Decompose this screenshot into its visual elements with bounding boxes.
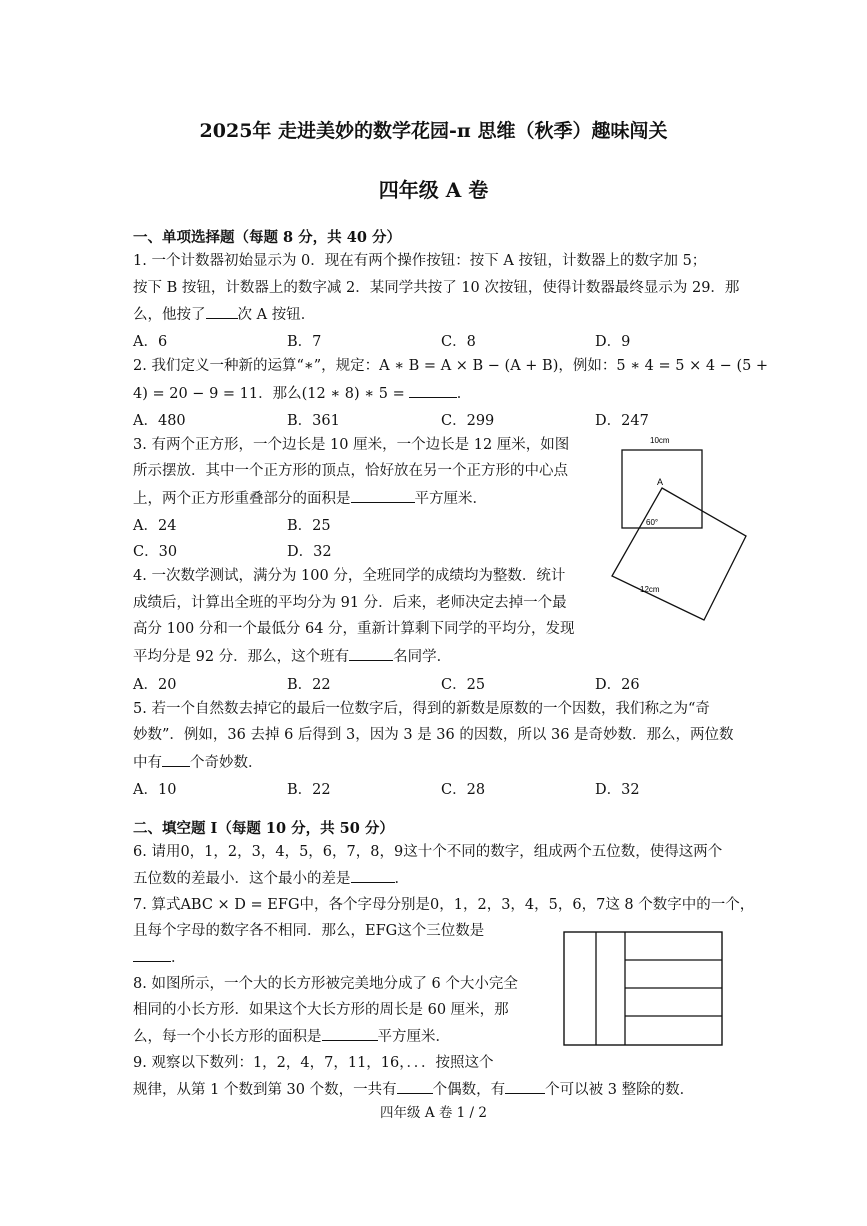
q1-option-a[interactable]: A．6: [133, 334, 168, 350]
q3-answer-blank[interactable]: [351, 488, 415, 503]
q9-line2-text-a: 规律，从第 1 个数到第 30 个数，一共有: [133, 1082, 397, 1098]
q2-line2-text-end: ．: [456, 386, 472, 402]
label-small-side: 10cm: [650, 436, 670, 445]
q7-line3-text: ．: [171, 950, 186, 966]
q8-answer-blank[interactable]: [322, 1026, 378, 1041]
q3-option-a[interactable]: A．24: [133, 518, 177, 534]
q1-line3-text-end: 次 A 按钮．: [237, 307, 316, 323]
q2-option-d[interactable]: D．247: [595, 413, 649, 429]
q6-answer-blank[interactable]: [351, 868, 395, 883]
q6-line1: 6. 请用0，1，2，3，4，5，6，7，8，9这十个不同的数字，组成两个五位数，使得这两个: [133, 844, 723, 860]
q2-option-b[interactable]: B．361: [287, 413, 340, 429]
q9-line2-text-c: 个可以被 3 整除的数．: [545, 1082, 695, 1098]
q3-line3-text-end: 平方厘米．: [414, 491, 487, 507]
q3-squares-figure: [600, 430, 770, 630]
label-point-a: A: [657, 477, 664, 487]
q8-rectangle-figure: [562, 930, 726, 1050]
q1-line2: 按下 B 按钮，计数器上的数字减 2．某同学共按了 10 次按钮，使得计数器最终显示为 29．那: [133, 280, 740, 296]
q3-option-b[interactable]: B．25: [287, 518, 331, 534]
q1-line3-text: 么，他按了: [133, 307, 206, 323]
big-square: [612, 488, 746, 620]
q8-line3-text: 么，每一个小长方形的面积是: [133, 1029, 322, 1045]
q9-answer-blank-2[interactable]: [505, 1079, 545, 1094]
page-footer: 四年级 A 卷 1 / 2: [380, 1105, 487, 1121]
q2-line1: 2. 我们定义一种新的运算“∗”，规定：A ∗ B = A × B − (A + B)，例如：5 ∗ 4 = 5 × 4 − (5 +: [133, 358, 769, 374]
q1-option-c[interactable]: C．8: [441, 334, 476, 350]
q2-option-a[interactable]: A．480: [133, 413, 186, 429]
q5-line3-text: 中有: [133, 755, 162, 771]
q9-answer-blank-1[interactable]: [397, 1079, 433, 1094]
q3-option-c[interactable]: C．30: [133, 544, 178, 560]
q6-line2-text-end: ．: [394, 871, 409, 887]
section1-heading: 一、单项选择题（每题 8 分，共 40 分）: [133, 229, 401, 246]
q2-answer-blank[interactable]: [409, 383, 457, 398]
q8-line2: 相同的小长方形．如果这个大长方形的周长是 60 厘米，那: [133, 1002, 509, 1018]
q5-option-d[interactable]: D．32: [595, 782, 640, 798]
q4-option-a[interactable]: A．20: [133, 677, 177, 693]
label-angle: 60°: [646, 518, 659, 527]
q8-line3: [133, 1026, 450, 1047]
section2-heading: 二、填空题 I（每题 10 分，共 50 分）: [133, 820, 394, 837]
q4-line4-text-end: 名同学．: [393, 649, 452, 665]
q4-line1: 4. 一次数学测试，满分为 100 分，全班同学的成绩均为整数．统计: [133, 568, 566, 584]
q4-option-d[interactable]: D．26: [595, 677, 640, 693]
q1-line1: 1. 一个计数器初始显示为 0．现在有两个操作按钮：按下 A 按钮，计数器上的数字加 5；: [133, 253, 707, 269]
q1-option-d[interactable]: D．9: [595, 334, 631, 350]
q8-line3-text-end: 平方厘米．: [377, 1029, 450, 1045]
q3-line1: 3. 有两个正方形，一个边长是 10 厘米，一个边长是 12 厘米，如图: [133, 437, 570, 453]
q4-line4: [133, 646, 451, 667]
q7-line1: 7. 算式ABC × D = EFG中，各个字母分别是0，1，2，3，4，5，6，7这 8 个数字中的一个，: [133, 897, 755, 913]
q5-answer-blank[interactable]: [162, 752, 190, 767]
q7-answer-blank[interactable]: [133, 947, 171, 962]
label-big-side: 12cm: [640, 585, 660, 594]
q5-option-b[interactable]: B．22: [287, 782, 331, 798]
q9-line2-text-b: 个偶数，有: [432, 1082, 506, 1098]
q5-line1: 5. 若一个自然数去掉它的最后一位数字后，得到的新数是原数的一个因数，我们称之为“奇: [133, 701, 710, 717]
exam-subtitle: 四年级 A 卷: [378, 178, 489, 202]
q4-line4-text: 平均分是 92 分．那么，这个班有: [133, 649, 350, 665]
q2-line2-text: 4) = 20 − 9 = 11．那么(12 ∗ 8) ∗ 5 =: [133, 386, 405, 402]
q9-line1: 9. 观察以下数列：1，2，4，7，11，16，．．．按照这个: [133, 1055, 494, 1071]
exam-title: 2025年 走进美妙的数学花园-π 思维（秋季）趣味闯关: [199, 120, 668, 142]
q5-option-c[interactable]: C．28: [441, 782, 486, 798]
q2-option-c[interactable]: C．299: [441, 413, 495, 429]
q3-line3-text: 上，两个正方形重叠部分的面积是: [133, 491, 351, 507]
q5-line2: 妙数”．例如，36 去掉 6 后得到 3，因为 3 是 36 的因数，所以 36 是奇妙数．那么，两位数: [133, 727, 734, 743]
q1-answer-blank[interactable]: [206, 304, 238, 319]
q1-option-b[interactable]: B．7: [287, 334, 322, 350]
q2-line2: [133, 383, 471, 404]
q3-line3: [133, 488, 487, 509]
q6-line2-text: 五位数的差最小．这个最小的差是: [133, 871, 351, 887]
q7-line3: [133, 947, 186, 968]
q3-option-d[interactable]: D．32: [287, 544, 332, 560]
q4-line2: 成绩后，计算出全班的平均分为 91 分．后来，老师决定去掉一个最: [133, 595, 567, 611]
q4-option-c[interactable]: C．25: [441, 677, 486, 693]
q4-option-b[interactable]: B．22: [287, 677, 331, 693]
q5-line3: [133, 752, 263, 773]
q6-line2: [133, 868, 409, 889]
q1-line3: [133, 304, 315, 325]
q5-option-a[interactable]: A．10: [133, 782, 177, 798]
q3-line2: 所示摆放．其中一个正方形的顶点，恰好放在另一个正方形的中心点: [133, 463, 568, 479]
q9-line2: [133, 1079, 694, 1100]
q4-line3: 高分 100 分和一个最低分 64 分，重新计算剩下同学的平均分，发现: [133, 621, 575, 637]
q5-line3-text-end: 个奇妙数．: [190, 755, 263, 771]
q7-line2: 且每个字母的数字各不相同．那么，EFG这个三位数是: [133, 923, 485, 939]
q4-answer-blank[interactable]: [349, 646, 393, 661]
q8-line1: 8. 如图所示，一个大的长方形被完美地分成了 6 个大小完全: [133, 976, 518, 992]
